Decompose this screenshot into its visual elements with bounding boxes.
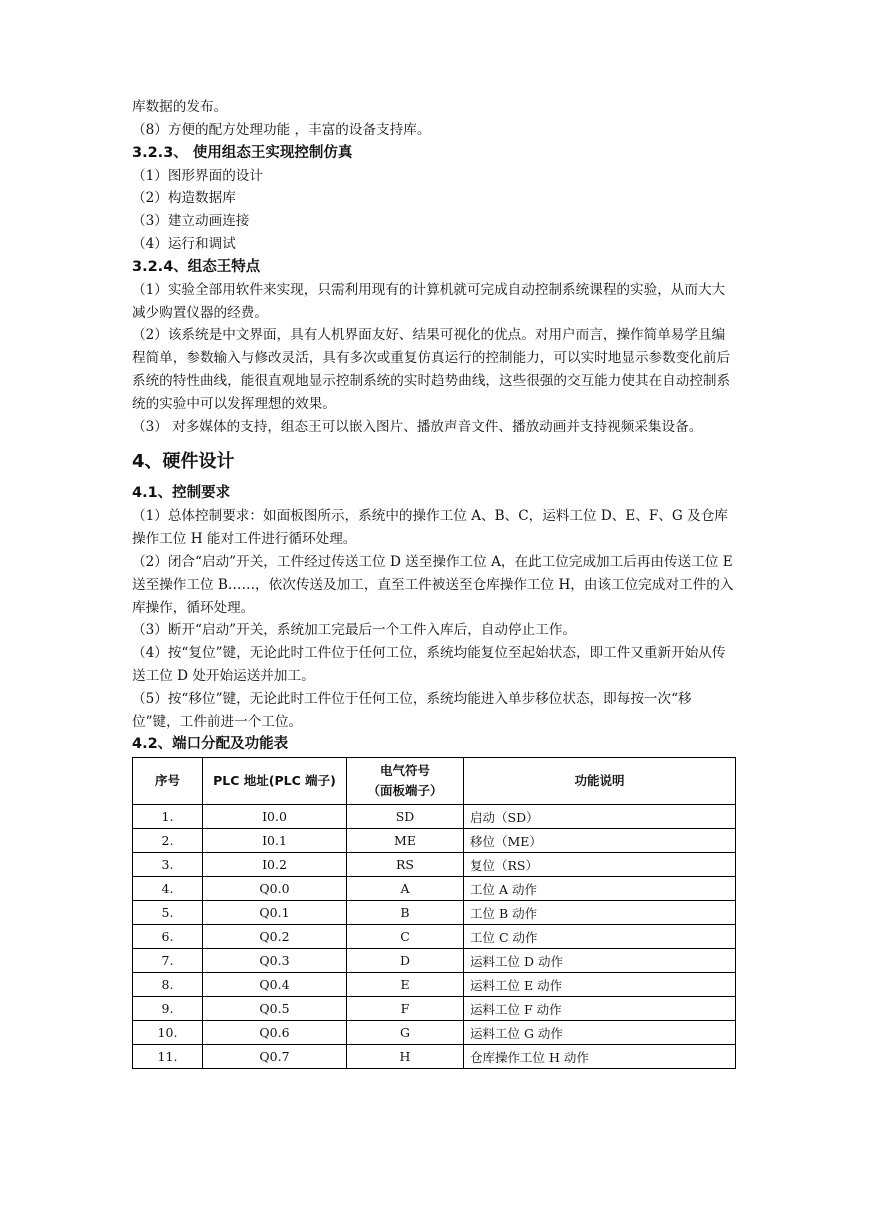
cell-plc-address: Q0.4 [203, 973, 347, 997]
cell-symbol: A [347, 877, 464, 901]
cell-index: 1. [133, 805, 203, 829]
cell-index: 2. [133, 829, 203, 853]
header-index: 序号 [133, 758, 203, 805]
cell-symbol: B [347, 901, 464, 925]
paragraph: （1）实验全部用软件来实现，只需利用现有的计算机就可完成自动控制系统课程的实验，从而大大减少购置仪器的经费。 [132, 281, 726, 321]
paragraph: （3） 对多媒体的支持，组态王可以嵌入图片、播放声音文件、播放动画并支持视频采集设备。 [132, 418, 703, 435]
cell-plc-address: Q0.5 [203, 997, 347, 1021]
table-header-row [133, 758, 736, 805]
paragraph: （2）该系统是中文界面，具有人机界面友好、结果可视化的优点。对用户而言，操作简单易学且编程简单，参数输入与修改灵活，具有多次或重复仿真运行的控制能力，可以实时地显示参数变化前后系统的特性曲线，能很直观地显示控制系统的实时趋势曲线，这些很强的交互能力使其在自动控制系统的实验中可以发挥理想的效果。 [132, 327, 731, 412]
list-item: （4）运行和调试 [132, 235, 236, 252]
header-plc-address: PLC 地址(PLC 端子) [203, 758, 347, 805]
cell-function: 工位 B 动作 [464, 901, 736, 925]
table-row [133, 925, 736, 949]
cell-function: 运料工位 G 动作 [464, 1021, 736, 1045]
list-item: （3）建立动画连接 [132, 213, 250, 230]
cell-plc-address: Q0.7 [203, 1045, 347, 1069]
port-assignment-table [132, 757, 736, 1069]
cell-symbol: SD [347, 805, 464, 829]
cell-plc-address: Q0.3 [203, 949, 347, 973]
cell-plc-address: Q0.6 [203, 1021, 347, 1045]
table-row [133, 877, 736, 901]
section-4-2-title: 4.2、端口分配及功能表 [132, 736, 289, 753]
table-row [133, 805, 736, 829]
cell-index: 7. [133, 949, 203, 973]
intro-line-1: 库数据的发布。 [132, 99, 228, 115]
section-3-2-4-title: 3.2.4、组态王特点 [132, 258, 261, 275]
cell-symbol: E [347, 973, 464, 997]
section-4-title: 4、硬件设计 [132, 451, 235, 473]
paragraph: （1）总体控制要求：如面板图所示，系统中的操作工位 A、B、C，运料工位 D、E、F、G 及仓库操作工位 H 能对工件进行循环处理。 [132, 508, 728, 548]
document-page [132, 96, 738, 1069]
cell-function: 运料工位 D 动作 [464, 949, 736, 973]
cell-index: 6. [133, 925, 203, 949]
cell-function: 工位 C 动作 [464, 925, 736, 949]
paragraph: （2）闭合“启动”开关，工件经过传送工位 D 送至操作工位 A，在此工位完成加工后再由传送工位 E 送至操作工位 B……，依次传送及加工，直至工件被送至仓库操作工位 H，由该工位完成对工件的入库操作，循环处理。 [132, 553, 734, 616]
cell-symbol: G [347, 1021, 464, 1045]
cell-symbol: D [347, 949, 464, 973]
header-symbol-line-1: 电气符号 [379, 763, 430, 779]
cell-index: 11. [133, 1045, 203, 1069]
cell-function: 工位 A 动作 [464, 877, 736, 901]
cell-symbol: RS [347, 853, 464, 877]
cell-symbol: C [347, 925, 464, 949]
cell-function: 移位（ME） [464, 829, 736, 853]
table-row [133, 997, 736, 1021]
cell-symbol: F [347, 997, 464, 1021]
cell-symbol: ME [347, 829, 464, 853]
cell-index: 5. [133, 901, 203, 925]
cell-index: 8. [133, 973, 203, 997]
intro-line-2: （8）方便的配方处理功能 ，丰富的设备支持库。 [132, 121, 431, 138]
cell-function: 运料工位 E 动作 [464, 973, 736, 997]
cell-function: 启动（SD） [464, 805, 736, 829]
table-row [133, 901, 736, 925]
paragraph: （4）按“复位”键，无论此时工件位于任何工位，系统均能复位至起始状态，即工件又重新开始从传送工位 D 处开始运送并加工。 [132, 645, 726, 684]
cell-symbol: H [347, 1045, 464, 1069]
cell-function: 仓库操作工位 H 动作 [464, 1045, 736, 1069]
cell-plc-address: Q0.2 [203, 925, 347, 949]
table-row [133, 829, 736, 853]
list-item: （2）构造数据库 [132, 190, 236, 207]
cell-plc-address: Q0.1 [203, 901, 347, 925]
section-3-2-3-title: 3.2.3、 使用组态王实现控制仿真 [132, 144, 353, 161]
cell-plc-address: I0.0 [203, 805, 347, 829]
cell-index: 10. [133, 1021, 203, 1045]
header-symbol-line-2: （面板端子） [367, 783, 443, 799]
table-row [133, 949, 736, 973]
table-row [133, 853, 736, 877]
section-4-1-title: 4.1、控制要求 [132, 485, 231, 502]
header-function: 功能说明 [464, 758, 736, 805]
paragraph: （5）按“移位”键，无论此时工件位于任何工位，系统均能进入单步移位状态，即每按一次“移位”键，工件前进一个工位。 [132, 690, 692, 730]
header-electrical-symbol [347, 758, 464, 805]
table-row [133, 1045, 736, 1069]
cell-plc-address: I0.2 [203, 853, 347, 877]
cell-index: 9. [133, 997, 203, 1021]
cell-index: 4. [133, 877, 203, 901]
cell-function: 复位（RS） [464, 853, 736, 877]
cell-plc-address: Q0.0 [203, 877, 347, 901]
table-row [133, 973, 736, 997]
cell-plc-address: I0.1 [203, 829, 347, 853]
cell-index: 3. [133, 853, 203, 877]
cell-function: 运料工位 F 动作 [464, 997, 736, 1021]
list-item: （1）图形界面的设计 [132, 167, 263, 184]
paragraph: （3）断开“启动”开关，系统加工完最后一个工件入库后，自动停止工作。 [132, 622, 576, 639]
table-body [133, 805, 736, 1069]
table-row [133, 1021, 736, 1045]
